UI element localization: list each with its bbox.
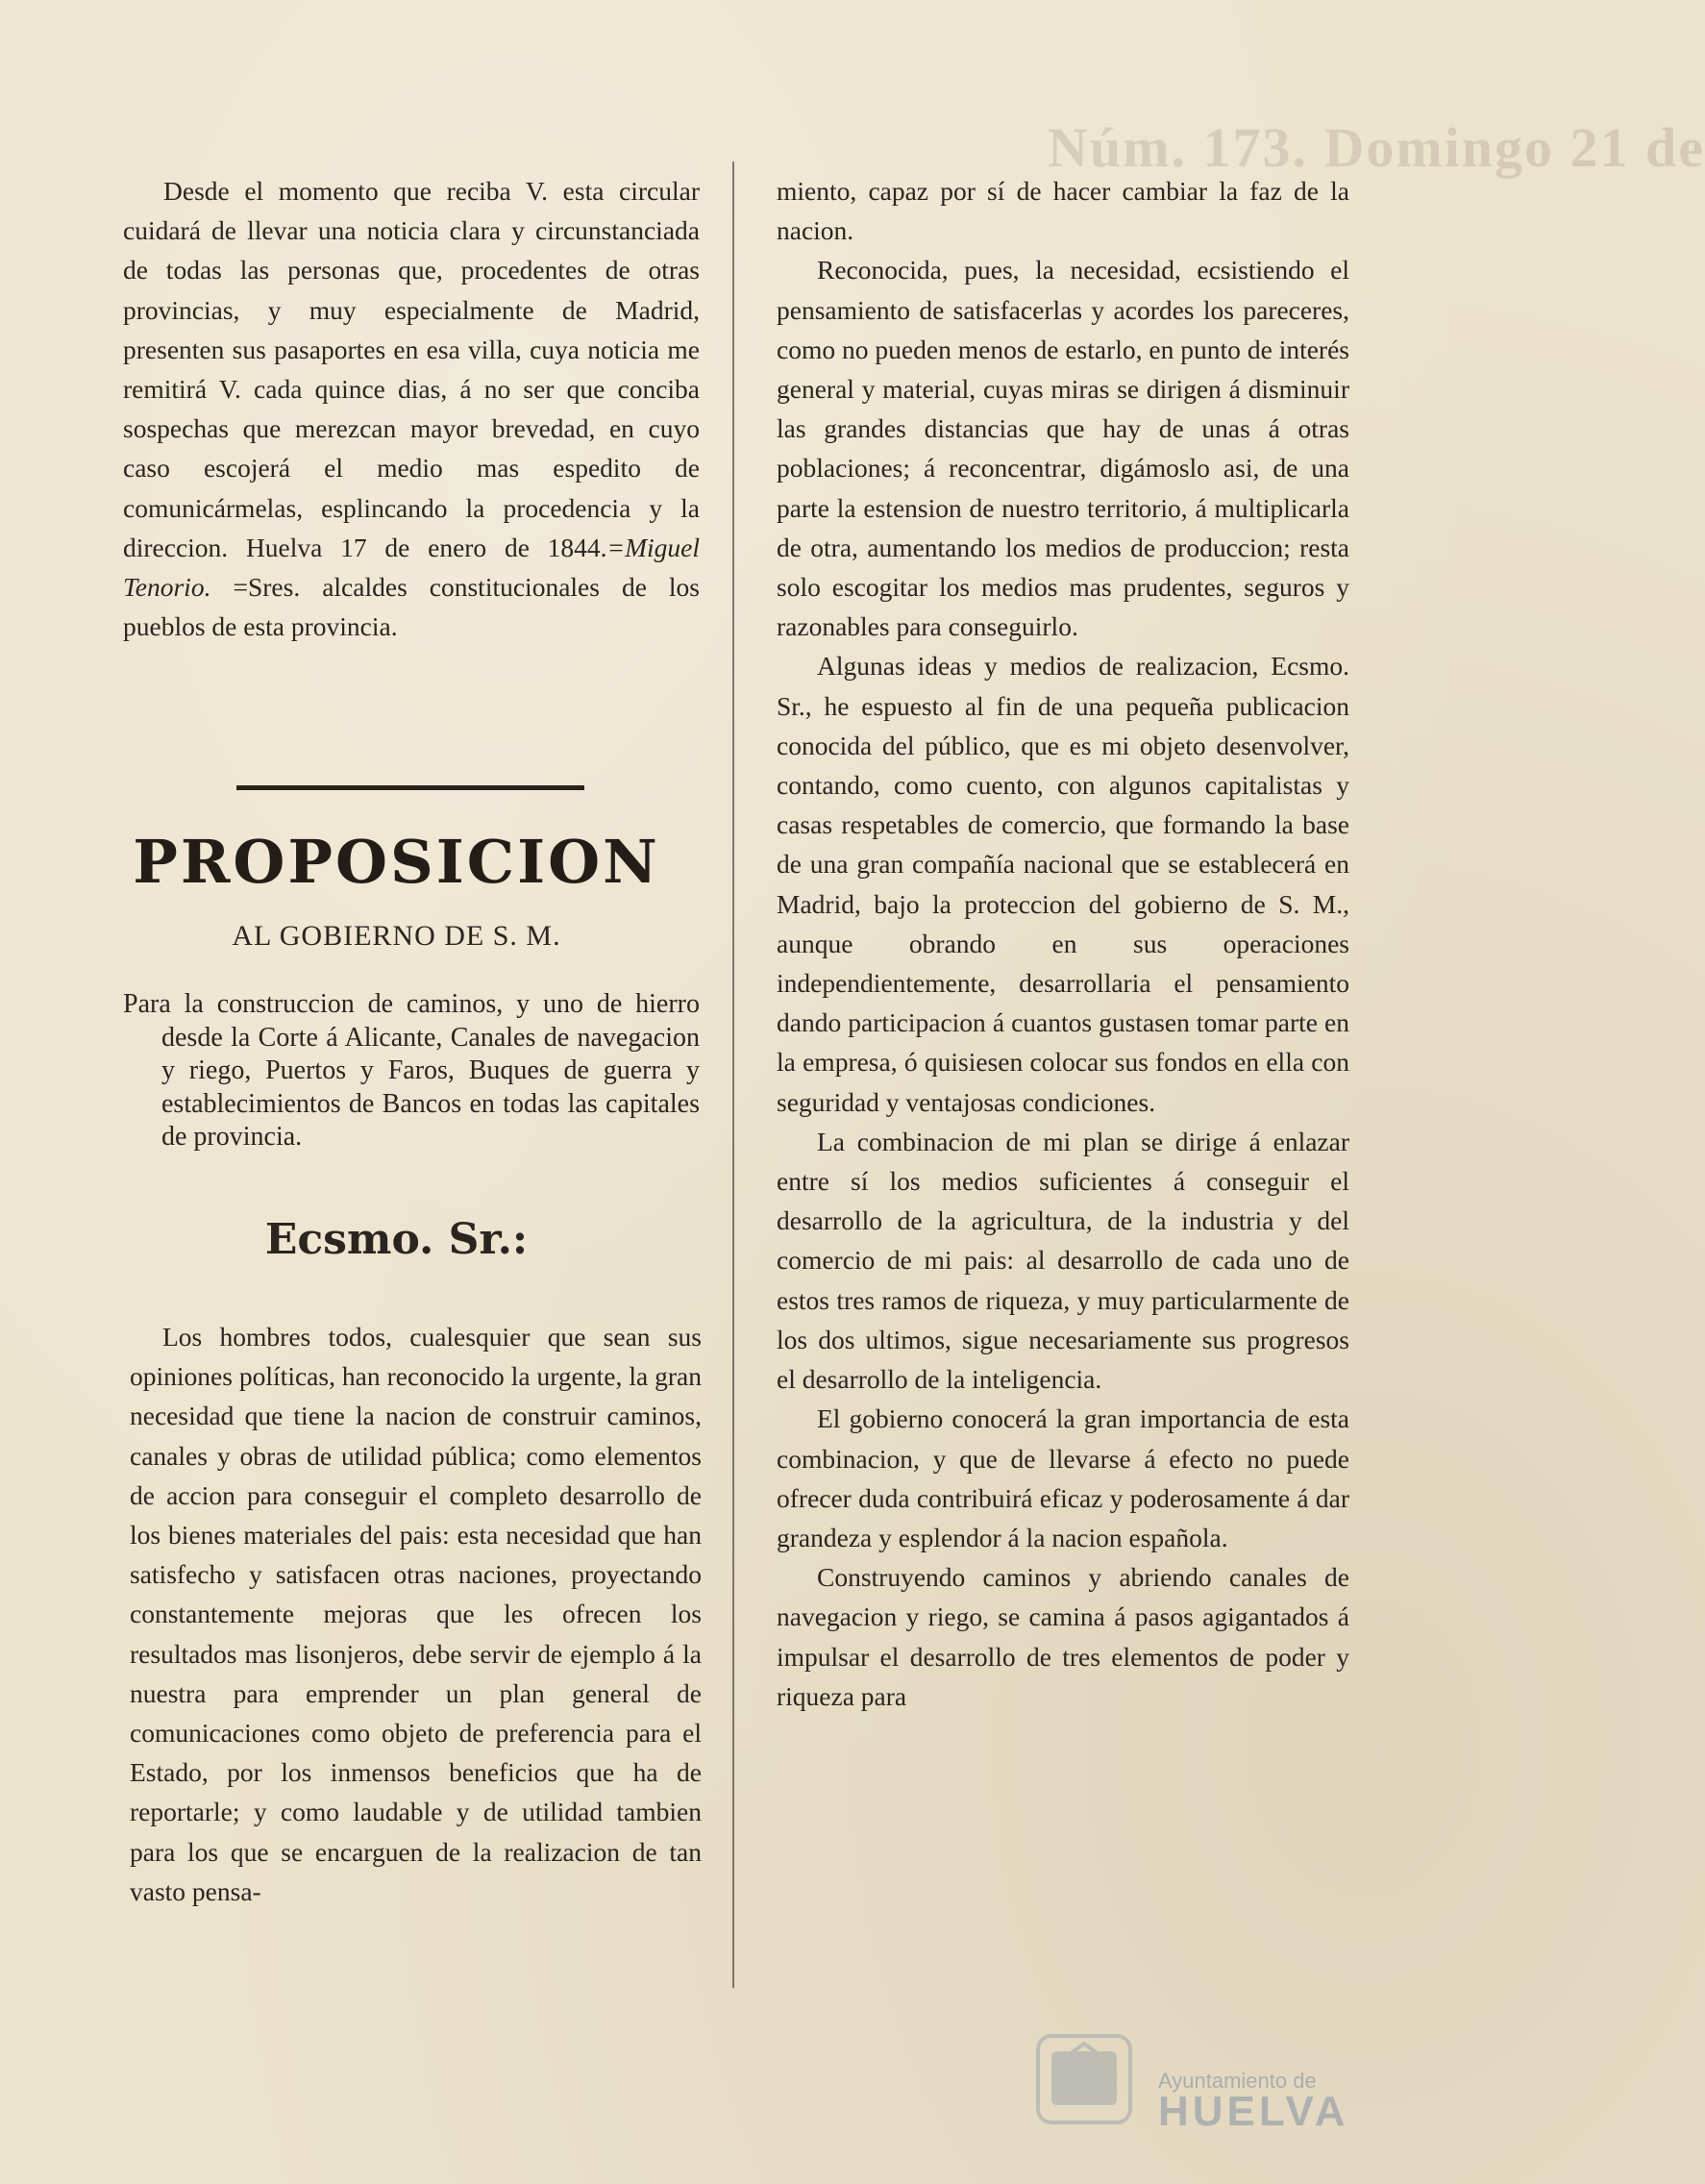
right-column — [777, 171, 1349, 1716]
left-body-paragraph: Los hombres todos, cualesquier que sean sus opiniones políticas, han reconocido la urgente, la gran necesidad que tiene la nacion de construir caminos, canales y obras de utilidad pública; como elementos de accion para conseguir el completo desarrollo de los bienes materiales del pais: esta necesidad que han satisfecho y satisfacen otras naciones, proyectando constantemente mejoras que les ofrecen los resultados mas lisonjeros, debe servir de ejemplo á la nuestra para emprender un plan general de comunicaciones como objeto de preferencia para el Estado, por los inmensos beneficios que ha de reportarle; y como laudable y de utilidad tambien para los que se encarguen de la realizacion de tan vasto pensa- — [130, 1322, 702, 1906]
page-subtitle: AL GOBIERNO DE S. M. — [232, 920, 561, 952]
right-paragraph-5: El gobierno conocerá la gran importancia de esta combinacion, y que de llevarse á efecto no puede ofrecer duda contribuirá eficaz y poderosamente á dar grandeza y esplendor á la nacion española. — [777, 1403, 1349, 1552]
circular-text: Desde el momento que reciba V. esta circular cuidará de llevar una noticia clara y circunstanciada de todas las personas que, procedentes de otras provincias, y muy especialmente de Madrid, presenten sus pasaportes en esa villa, cuya noticia me remitirá V. cada quince dias, á no ser que conciba sospechas que merezcan mayor brevedad, en cuyo caso escojerá el medio mas espedito de comunicármelas, esplincando la procedencia y la direccion. Huelva 17 de enero de 1844. — [123, 176, 700, 562]
right-paragraph-4: La combinacion de mi plan se dirige á enlazar entre sí los medios suficientes á conseguir el desarrollo de la agricultura, de la industria y del comercio de mi pais: al desarrollo de cada uno de estos tres ramos de riqueza, y muy particularmente de los dos ultimos, sigue necesariamente sus progresos el desarrollo de la inteligencia. — [777, 1126, 1349, 1395]
left-body-text — [130, 1317, 702, 1911]
closing-line: =Sres. alcaldes constitucionales de los pueblos de esta provincia. — [123, 572, 701, 642]
salutation: Ecsmo. Sr.: — [264, 1215, 529, 1264]
signature: =Miguel Tenorio. — [123, 532, 700, 603]
circular-paragraph — [123, 171, 700, 646]
right-paragraph-2: Reconocida, pues, la necesidad, ecsistiendo el pensamiento de satisfacerlas y acordes los pareceres, como no pueden menos de estarlo, en punto de interés general y material, cuyas miras se dirigen á disminuir las grandes distancias que hay de unas á otras poblaciones; á reconcentrar, digámoslo asi, de una parte la estension de nuestro territorio, á multiplicarla de otra, aumentando los medios de produccion; resta solo escogitar los medios mas prudentes, seguros y razonables para conseguirlo. — [777, 255, 1349, 642]
right-paragraph-6: Construyendo caminos y abriendo canales de navegacion y riego, se camina á pasos agigantados á impulsar el desarrollo de tres elementos de poder y riqueza para — [777, 1562, 1349, 1711]
section-rule — [236, 785, 584, 790]
watermark-line1: Ayuntamiento de — [1158, 2069, 1317, 2093]
circular-block — [123, 171, 700, 646]
right-paragraph-1: miento, capaz por sí de hacer cambiar la faz de la nacion. — [777, 176, 1349, 246]
page-title: PROPOSICION — [133, 827, 660, 897]
proposal-summary: Para la construccion de caminos, y uno de hierro desde la Corte á Alicante, Canales de navegacion y riego, Puertos y Faros, Buques de guerra y establecimientos de Bancos en todas las capitales de provincia. — [123, 989, 700, 1153]
bleedthrough-header: Núm. 173. Domingo 21 de — [1048, 116, 1705, 179]
right-paragraph-3: Algunas ideas y medios de realizacion, Ecsmo. Sr., he espuesto al fin de una pequeña publicacion conocida del público, que es mi objeto desenvolver, contando, como cuento, con algunos capitalistas y casas respetables de comercio, que formando la base de una gran compañía nacional que se establecerá en Madrid, bajo la proteccion del gobierno de S. M., aunque obrando en sus operaciones independientemente, desarrollaria el pensamiento dando participacion á cuantos gustasen tomar parte en la empresa, ó quisiesen colocar sus fondos en ella con seguridad y ventajosas condiciones. — [777, 651, 1349, 1117]
watermark-line2: HUELVA — [1158, 2088, 1349, 2135]
column-divider — [732, 161, 734, 1988]
